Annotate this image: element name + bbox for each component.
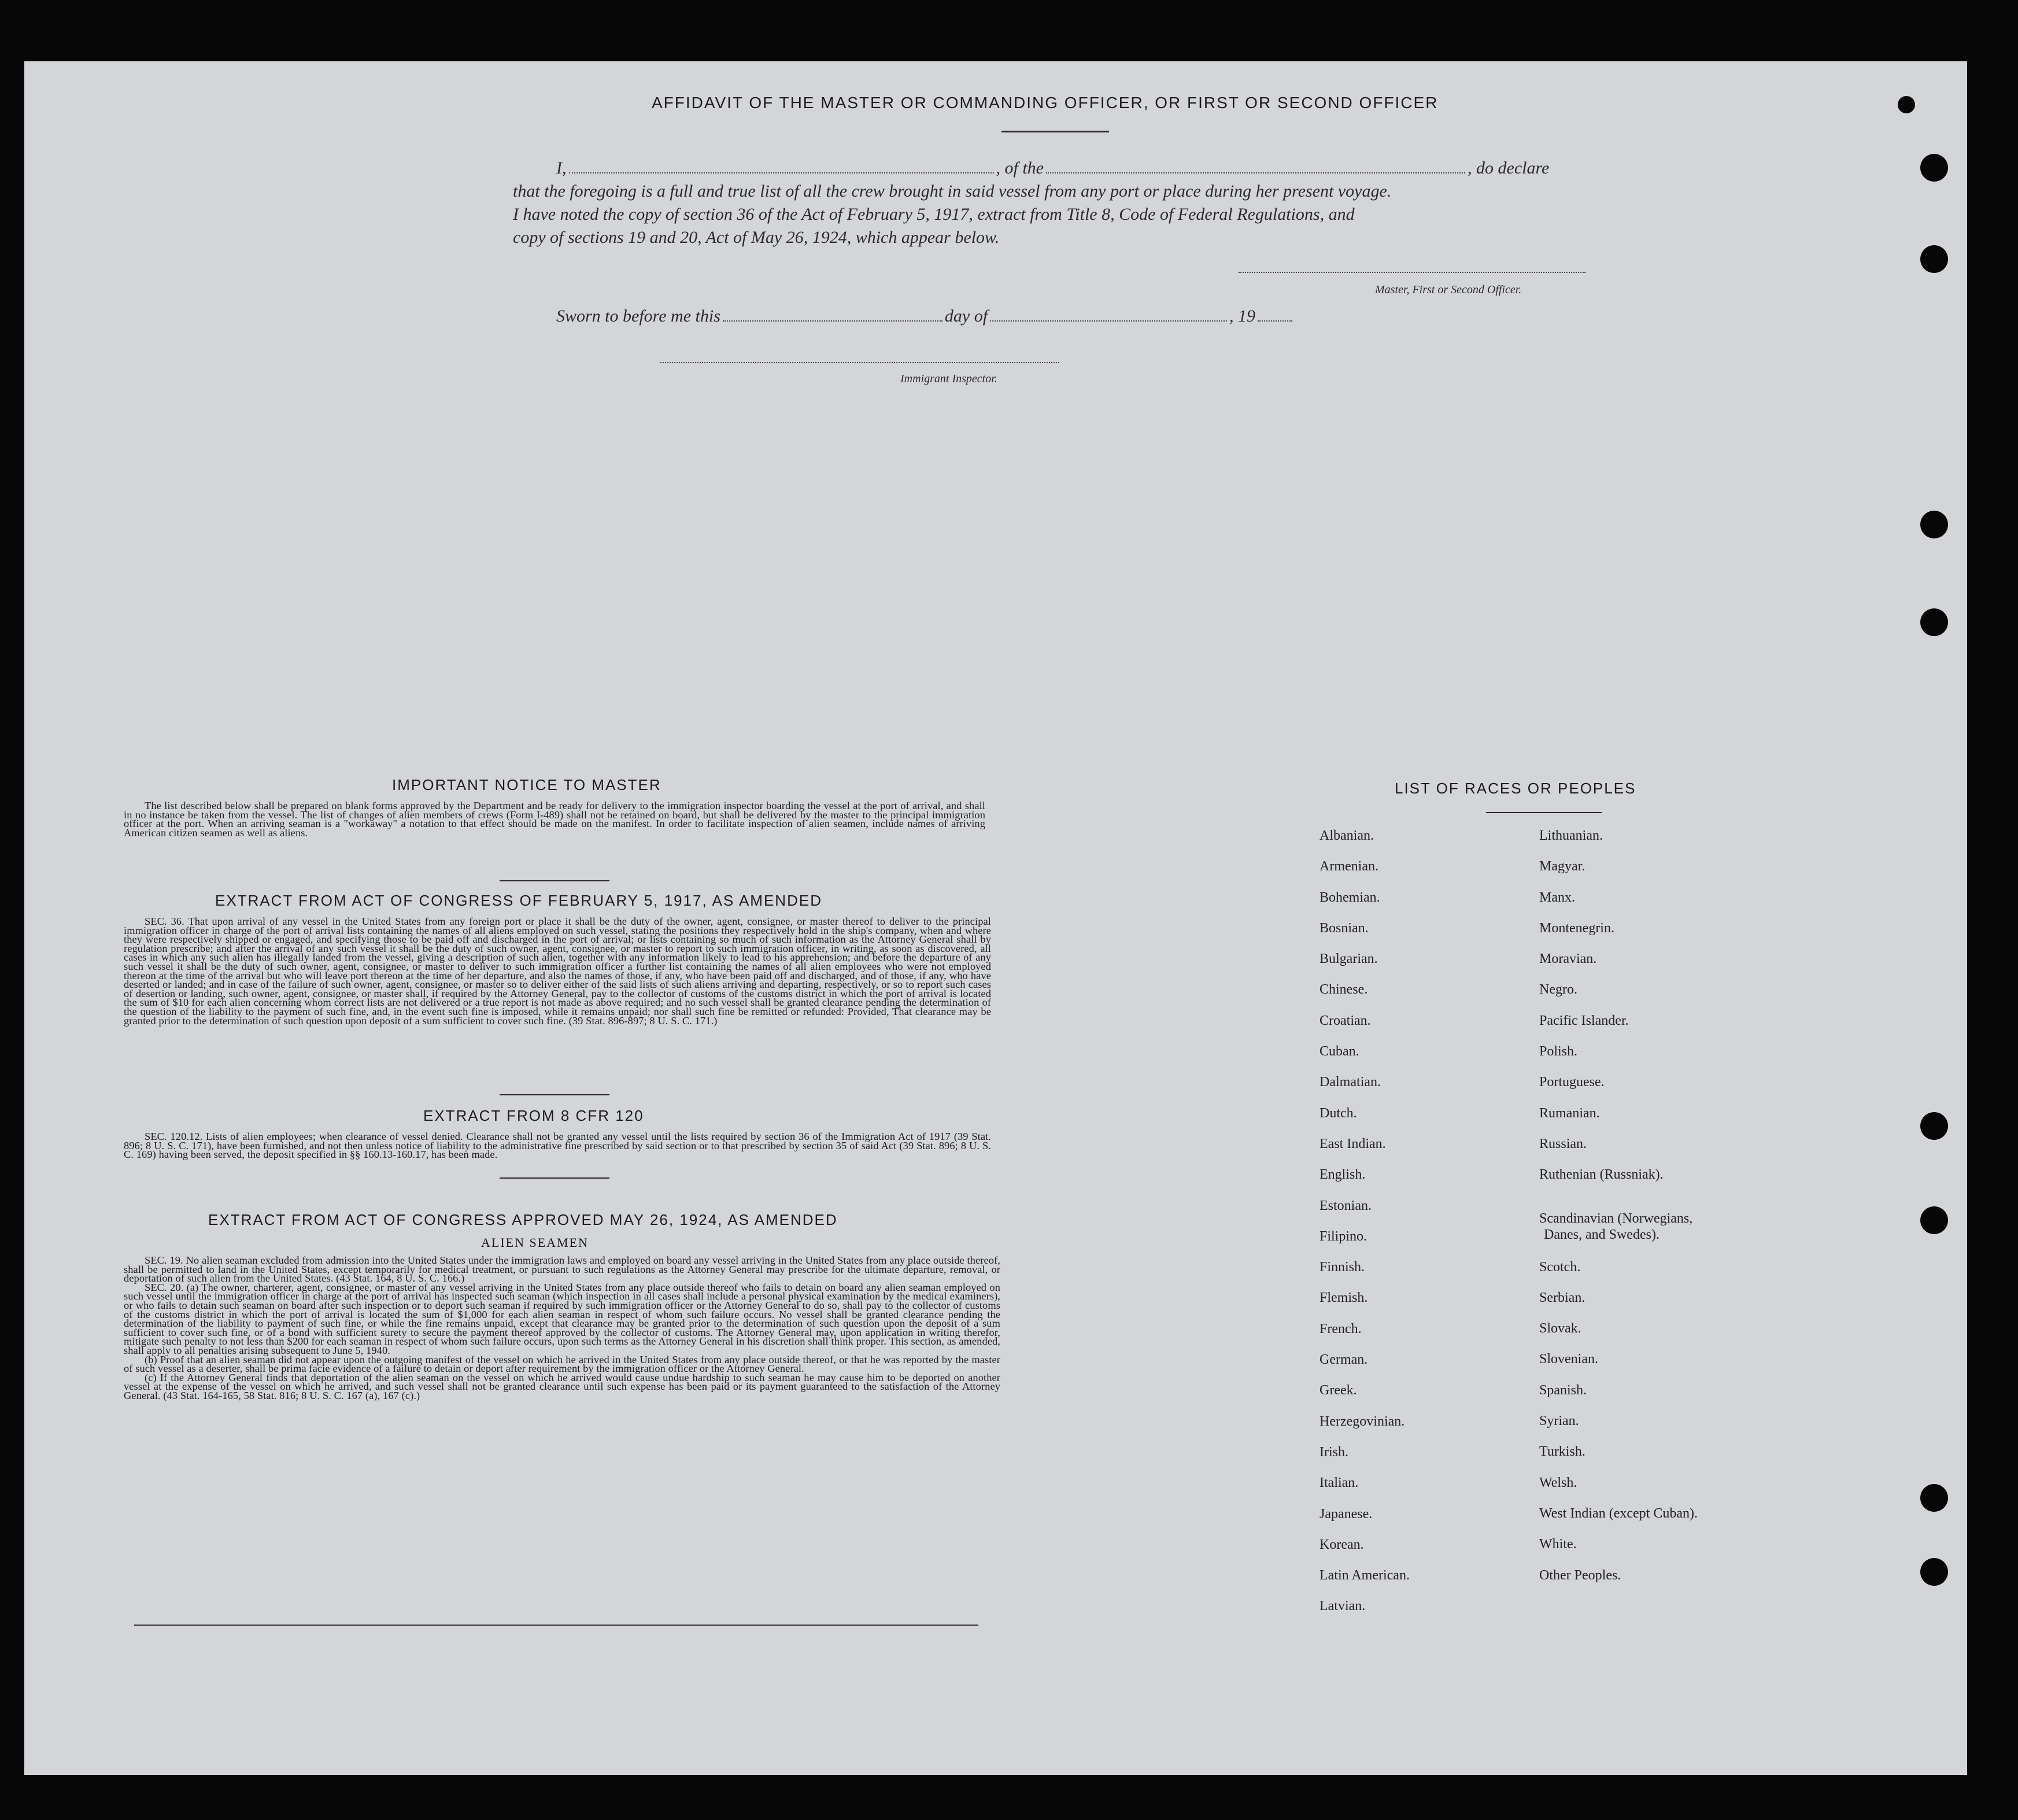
master-signature-label: Master, First or Second Officer. [1375,283,1522,296]
sec20b-paragraph: (b) Proof that an alien seaman did not appear upon the outgoing manifest of the vessel on which he arrived in the United States from any place outside thereof, or that he was reported by the master of such vessel as a deserter, shall be prima facie evidence of a failure to detain or deport after requirement by the immigration officer or the Attorney General. [124,1353,1000,1375]
notice-title: IMPORTANT NOTICE TO MASTER [392,776,661,793]
race-item: Slovenian. [1539,1352,1598,1367]
extract-1924-text [124,1256,1000,1401]
binder-hole [1920,245,1948,273]
race-item: English. [1320,1167,1366,1183]
race-item: Syrian. [1539,1413,1579,1429]
sworn-year-field[interactable] [1258,320,1292,322]
race-item: White. [1539,1537,1577,1552]
binder-hole [1920,511,1948,538]
extract-cfr-text [124,1132,991,1160]
sworn-line [556,307,1295,326]
sec36-paragraph: SEC. 36. That upon arrival of any vessel in the United States from any foreign port or place it shall be the duty of the owner, agent, consignee, or master thereof to deliver to the principal immigration officer in charge of the port of arrival lists containing the names of all aliens employed on such vessel, stating the positions they respectively hold in the ship's company, when and where they were respectively shipped or engaged, and specifying those to be paid off and discharged in the port of arrival; or lists containing so much of such information as the Attorney General shall by regulation prescribe; and after the arrival of any such vessel it shall be the duty of such owner, agent, consignee, or master to report to such immigration officer, in writing, as soon as discovered, all cases in which any such alien has illegally landed from the vessel, giving a description of such alien, together with any information likely to lead to his apprehension; and before the departure of any such vessel it shall be the duty of such owner, agent, consignee, or master to deliver to such immigration officer a further list containing the names of all alien employees who were not employed thereon at the time of the arrival but who will leave port thereon at the time of her departure, and also the names of those, if any, who have been paid off and discharged, and of those, if any, who have deserted or landed; and in case of the failure of such owner, agent, consignee, or master so to deliver either of the said lists of such aliens arriving and departing, respectively, or so to report such cases of desertion or landing, such owner, agent, consignee, or master shall, if required by the Attorney General, pay to the collector of customs of the customs district in which the port of arrival is located the sum of $10 for each alien concerning whom correct lists are not delivered or a true report is not made as above required; and no such vessel shall be granted clearance pending the determination of the question of the liability to the payment of such fine, and, in the event such fine is imposed, while it remains unpaid; nor shall such fine be remitted or refunded: Provided, That clearance may be granted prior to the determination of such question upon deposit of a sum sufficient to cover such fine. (39 Stat. 896-897; 8 U. S. C. 171.) [124,915,991,1027]
race-item: Polish. [1539,1044,1578,1059]
notice-paragraph: The list described below shall be prepared on blank forms approved by the Department and be ready for delivery to the immigration inspector boarding the vessel at the port of arrival, and shall in no instance be taken from the vessel. The list of changes of alien members of crews (Form I-489) shall not be retained on board, but shall be delivered by the master to the principal immigration officer at the port. When an arriving seaman is a "workaway" a notation to that effect should be made on the manifest. In order to facilitate inspection of alien seamen, include names of arriving American citizen seamen as well as aliens. [124,800,985,839]
race-item: Scandinavian (Norwegians, [1539,1210,1693,1226]
affidavit-declaration-line [556,158,1549,178]
race-item: Other Peoples. [1539,1567,1621,1583]
race-item: Portuguese. [1539,1075,1605,1090]
race-item: Japanese. [1320,1506,1373,1522]
sec120-paragraph: SEC. 120.12. Lists of alien employees; when clearance of vessel denied. Clearance shall not be granted any vessel until the lists required by section 36 of the Immigration Act of 1917 (39 Stat. 896; 8 U. S. C. 171), have been furnished, and not then unless notice of liability to the administrative fine prescribed by said section or to that prescribed by section 35 of said Act (39 Stat. 896; 8 U. S. C. 169) having been served, the deposit specified in §§ 160.13-160.17, has been made. [124,1131,991,1161]
extract-1917-title: EXTRACT FROM ACT OF CONGRESS OF FEBRUARY 5, 1917, AS AMENDED [215,892,822,909]
race-item: Ruthenian (Russniak). [1539,1167,1664,1183]
race-item: Latin American. [1320,1568,1410,1583]
race-item: Filipino. [1320,1228,1367,1244]
race-item: Rumanian. [1539,1105,1600,1121]
binder-hole [1920,154,1948,182]
sec20a-paragraph: SEC. 20. (a) The owner, charterer, agent, consignee, or master of any vessel arriving in the United States from any place outside thereof who fails to detain on board any alien seaman employed on such vessel until the immigration officer in charge at the port of arrival has inspected such seaman (which inspection in all cases shall include a personal physical examination by the medical examiners), or who fails to detain such seaman on board after such inspection or to deport such seaman if required by such immigration officer or the Attorney General to do so, shall pay to the collector of customs of the customs district in which the port of arrival is located the sum of $1,000 for each alien seaman in respect of whom such failure occurs. No vessel shall be granted clearance pending the determination of the liability to payment of such fine, or while the fine remains unpaid, except that clearance may be granted prior to the determination of such question upon the deposit of a sum sufficient to cover such fine, or of a bond with sufficient surety to secure the payment thereof approved by the collector of customs. The Attorney General may, upon application in writing therefor, mitigate such penalty to not less than $200 for each seaman in respect of whom such failure occurs, upon such terms as the Attorney General in his discretion shall think proper. This section, as amended, shall apply to all penalties arising subsequent to June 5, 1940. [124,1281,1000,1356]
sworn-month-field[interactable] [990,320,1227,322]
race-item: Armenian. [1320,859,1378,874]
affidavit-line-2: that the foregoing is a full and true list of all the crew brought in said vessel from any port or place during her present voyage. [513,182,1392,201]
sec19-paragraph: SEC. 19. No alien seaman excluded from admission into the United States under the immigration laws and employed on board any vessel arriving in the United States from any place outside thereof, shall be permitted to land in the United States, except temporarily for medical treatment, or pursuant to such regulations as the Attorney General may prescribe for the ultimate departure, removal, or deportation of such alien from the United States. (43 Stat. 164, 8 U. S. C. 166.) [124,1254,1000,1284]
race-item: Cuban. [1320,1044,1359,1059]
sworn-day-field[interactable] [723,320,943,322]
race-item: Negro. [1539,982,1577,998]
race-item: German. [1320,1352,1368,1368]
race-item: Latvian. [1320,1599,1366,1614]
extract-cfr-title: EXTRACT FROM 8 CFR 120 [423,1107,644,1124]
master-signature-field[interactable] [1239,272,1585,273]
race-item: Pacific Islander. [1539,1013,1629,1028]
race-item: Welsh. [1539,1475,1577,1490]
race-item: Manx. [1539,889,1575,905]
race-item: Herzegovinian. [1320,1413,1405,1429]
race-item: Italian. [1320,1475,1359,1491]
affidavit-title-rule [1001,131,1109,132]
binder-hole [1898,96,1915,113]
affidavit-do-declare: , do declare [1468,158,1550,178]
notice-text [124,802,985,837]
affidavit-of-the: , of the [996,158,1044,178]
race-item: French. [1320,1321,1362,1337]
race-item: Korean. [1320,1537,1364,1552]
name-field[interactable] [569,172,994,173]
race-item: Turkish. [1539,1444,1585,1460]
races-title: LIST OF RACES OR PEOPLES [1395,780,1636,797]
race-item: Dalmatian. [1320,1075,1381,1090]
race-item: Danes, and Swedes). [1544,1227,1660,1242]
race-item: Flemish. [1320,1290,1368,1306]
sec20c-paragraph: (c) If the Attorney General finds that deportation of the alien seaman on the vessel on which he arrived would cause undue hardship to such seaman he may cause him to be deported on another vessel at the expense of the vessel on which he arrived, and such vessel shall not be granted clearance until such expense has been paid or its payment guaranteed to the satisfaction of the Attorney General. (43 Stat. 164-165, 58 Stat. 816; 8 U. S. C. 167 (a), 167 (c).) [124,1371,1000,1401]
extract-1917-rule [500,1094,609,1095]
race-item: Bulgarian. [1320,951,1378,967]
binder-hole [1920,1484,1948,1512]
race-item: Lithuanian. [1539,828,1603,843]
races-column-1 [1320,828,1410,1630]
races-column-2 [1539,828,1698,1599]
race-item: Magyar. [1539,859,1585,874]
extract-cfr-rule [500,1177,609,1179]
race-item: Serbian. [1539,1290,1585,1305]
race-item: Greek. [1320,1383,1357,1398]
binder-hole [1920,608,1948,636]
race-item: Estonian. [1320,1198,1372,1213]
binder-hole [1920,1206,1948,1234]
inspector-label: Immigrant Inspector. [900,372,997,385]
affidavit-i: I, [556,158,567,178]
race-item: Scotch. [1539,1259,1581,1275]
form-sheet [24,61,1967,1775]
sworn-prefix: Sworn to before me this [556,307,720,326]
race-item: Irish. [1320,1444,1348,1460]
vessel-field[interactable] [1046,172,1465,173]
affidavit-line-3: I have noted the copy of section 36 of the Act of February 5, 1917, extract from Title 8, Code of Federal Regulations, and [513,205,1355,224]
inspector-signature-field[interactable] [660,362,1059,363]
race-item: Chinese. [1320,982,1368,998]
extract-1924-title: EXTRACT FROM ACT OF CONGRESS APPROVED MAY 26, 1924, AS AMENDED [208,1211,838,1228]
races-title-rule [1486,812,1602,813]
race-item: West Indian (except Cuban). [1539,1505,1698,1521]
bottom-rule [134,1625,978,1626]
race-item: Bohemian. [1320,889,1380,905]
race-item: Albanian. [1320,828,1374,843]
notice-rule [500,880,609,881]
extract-1917-text [124,917,991,1025]
affidavit-line-4: copy of sections 19 and 20, Act of May 26, 1924, which appear below. [513,228,1000,247]
race-item: Dutch. [1320,1105,1357,1121]
race-item: Russian. [1539,1136,1587,1151]
race-item: Moravian. [1539,951,1597,967]
affidavit-title: AFFIDAVIT OF THE MASTER OR COMMANDING OFFICER, OR FIRST OR SECOND OFFICER [652,94,1439,112]
alien-seamen-subtitle: ALIEN SEAMEN [481,1235,589,1250]
race-item: East Indian. [1320,1136,1386,1151]
race-item: Montenegrin. [1539,920,1614,936]
race-item: Finnish. [1320,1260,1365,1275]
sworn-day-of: day of [944,307,988,326]
race-item: Slovak. [1539,1321,1581,1337]
sworn-year: , 19 [1229,307,1256,326]
race-item: Bosnian. [1320,920,1369,936]
binder-hole [1920,1558,1948,1586]
race-item: Spanish. [1539,1382,1587,1398]
binder-hole [1920,1112,1948,1140]
race-item: Croatian. [1320,1013,1371,1028]
